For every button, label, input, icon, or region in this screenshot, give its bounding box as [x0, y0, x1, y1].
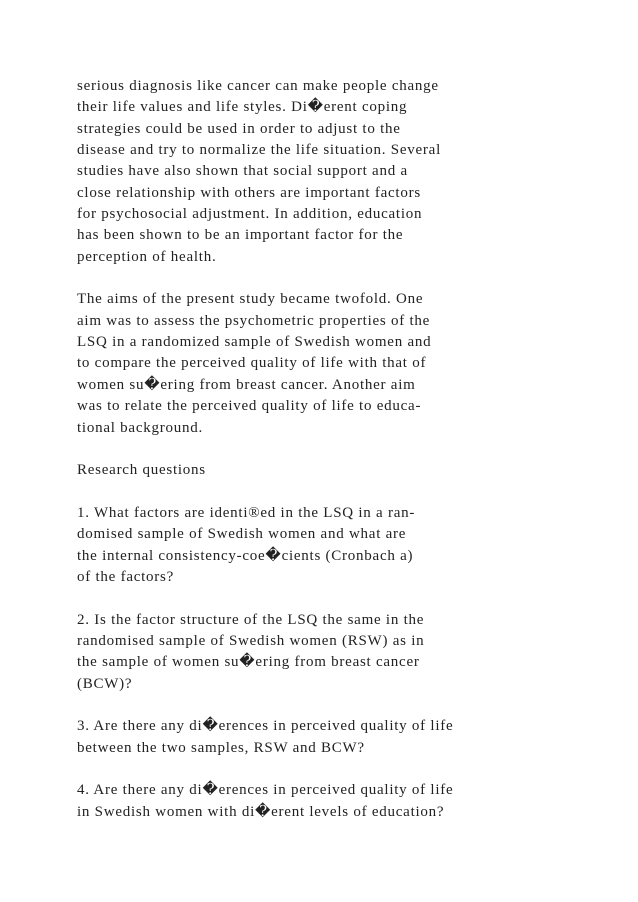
text-line: The aims of the present study became twofold. One: [77, 291, 424, 308]
text-line: tional background.: [77, 419, 203, 436]
text-line: was to relate the perceived quality of life to educa-: [77, 398, 422, 415]
section-heading: Research questions: [77, 462, 206, 479]
text-line: perception of health.: [77, 248, 217, 265]
text-line: (BCW)?: [77, 675, 133, 692]
text-line: has been shown to be an important factor for the: [77, 227, 404, 244]
paragraph-spacer: [77, 439, 577, 460]
research-question-2: [77, 610, 577, 695]
text-line: 4. Are there any di�erences in perceived quality of life: [77, 782, 454, 799]
text-line: close relationship with others are important factors: [77, 184, 421, 201]
text-line: to compare the perceived quality of life with that of: [77, 355, 427, 372]
text-line: LSQ in a randomized sample of Swedish women and: [77, 334, 432, 351]
text-line: for psychosocial adjustment. In addition, education: [77, 206, 423, 223]
text-line: aim was to assess the psychometric properties of the: [77, 312, 431, 329]
research-question-3: [77, 716, 577, 759]
paragraph-spacer: [77, 588, 577, 609]
paragraph-spacer: [77, 759, 577, 780]
text-line: 2. Is the factor structure of the LSQ the same in the: [77, 611, 425, 628]
text-line: the internal consistency-coe�cients (Cronbach a): [77, 547, 414, 564]
paragraph-aims: [77, 289, 577, 438]
text-line: between the two samples, RSW and BCW?: [77, 739, 365, 756]
document-body: [77, 76, 577, 823]
text-line: disease and try to normalize the life situation. Several: [77, 142, 441, 159]
text-line: of the factors?: [77, 568, 175, 585]
research-question-1: [77, 503, 577, 588]
paragraph-spacer: [77, 695, 577, 716]
text-line: randomised sample of Swedish women (RSW) as in: [77, 632, 425, 649]
text-line: women su�ering from breast cancer. Another aim: [77, 376, 416, 393]
text-line: 3. Are there any di�erences in perceived quality of life: [77, 718, 454, 735]
paragraph-intro: [77, 76, 577, 268]
paragraph-spacer: [77, 268, 577, 289]
text-line: their life values and life styles. Di�erent coping: [77, 99, 408, 116]
text-line: 1. What factors are identi®ed in the LSQ in a ran-: [77, 504, 416, 521]
research-question-4: [77, 780, 577, 823]
text-line: serious diagnosis like cancer can make people change: [77, 78, 439, 94]
text-line: the sample of women su�ering from breast cancer: [77, 654, 420, 671]
text-line: in Swedish women with di�erent levels of education?: [77, 803, 445, 820]
text-line: studies have also shown that social support and a: [77, 163, 408, 180]
text-line: domised sample of Swedish women and what are: [77, 526, 407, 543]
text-line: strategies could be used in order to adjust to the: [77, 120, 401, 137]
paragraph-spacer: [77, 482, 577, 503]
